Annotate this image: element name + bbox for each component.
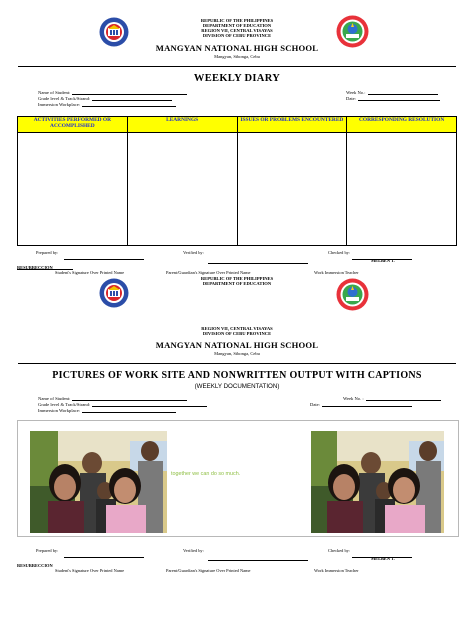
date-field[interactable] (310, 402, 412, 407)
school-address: Mangyan, Sibonga, Cebu (214, 351, 260, 356)
checked-by-label: Checked by: (328, 250, 351, 255)
checked-by-label: Checked by: (328, 548, 351, 553)
header-activities: ACTIVITIES PERFORMED OR ACCOMPLISHED (18, 117, 128, 133)
page-title: WEEKLY DIARY (193, 73, 281, 84)
page-title: PICTURES OF WORK SITE AND NONWRITTEN OUTPUT WITH CAPTIONS (52, 370, 422, 381)
week-no-line[interactable] (366, 396, 441, 401)
week-no-field[interactable] (343, 396, 441, 401)
date-field[interactable] (346, 96, 440, 101)
prepared-by-line[interactable] (64, 553, 144, 558)
student-name-label: Name of Student: (38, 396, 71, 401)
school-address: Mangyan, Sibonga, Cebu (214, 54, 260, 59)
grade-level-field[interactable] (38, 402, 207, 407)
teacher-name-last: RESURRECCION (17, 265, 53, 270)
student-signature-caption: Student's Signature Over Printed Name (55, 270, 125, 275)
verified-by-label: Verified by: (183, 250, 204, 255)
division-text: DIVISION OF CEBU PROVINCE (202, 33, 272, 38)
week-no-label: Week No.: (346, 90, 366, 95)
weekly-diary-table (17, 116, 457, 246)
header-divider (18, 66, 456, 67)
grade-level-label: Grade level & Track/Strand: (38, 402, 91, 407)
table-header-row (18, 117, 457, 133)
student-name-label: Name of Student: (38, 90, 71, 95)
workplace-field[interactable] (38, 102, 176, 107)
date-label: Date: (346, 96, 356, 101)
division-text: DIVISION OF CEBU PROVINCE (202, 331, 272, 336)
verified-by-line[interactable] (208, 259, 308, 264)
date-line[interactable] (358, 96, 440, 101)
date-label: Date: (310, 402, 320, 407)
table-row (18, 133, 457, 246)
week-no-line[interactable] (368, 90, 438, 95)
prepared-by-label: Prepared by: (36, 250, 59, 255)
worksite-photo-left[interactable] (30, 431, 167, 533)
prepared-by-label: Prepared by: (36, 548, 59, 553)
parent-signature-caption: Parent/Guardian's Signature Over Printed Name (166, 568, 251, 573)
workplace-label: Immersion Workplace: (38, 102, 81, 107)
teacher-name-first: MELBEN T. (371, 258, 395, 263)
region-text: REGION VII, CENTRAL VISAYAS (201, 28, 273, 33)
student-name-line[interactable] (72, 396, 187, 401)
region-text: REGION VII, CENTRAL VISAYAS (201, 326, 273, 331)
resolution-cell[interactable] (347, 133, 457, 246)
week-no-field[interactable] (346, 90, 438, 95)
issues-cell[interactable] (237, 133, 347, 246)
worksite-photo-right[interactable] (311, 431, 444, 533)
header-issues: ISSUES OR PROBLEMS ENCOUNTERED (237, 117, 347, 133)
page-subtitle: (WEEKLY DOCUMENTATION) (194, 383, 280, 390)
student-name-field[interactable] (38, 90, 187, 95)
republic-text: REPUBLIC OF THE PHILIPPINES (200, 276, 274, 281)
week-no-label: Week No. : (343, 396, 364, 401)
department-text: DEPARTMENT OF EDUCATION (202, 281, 272, 286)
teacher-name-last: RESURRECCION (17, 563, 53, 568)
republic-text: REPUBLIC OF THE PHILIPPINES (200, 18, 274, 23)
learnings-cell[interactable] (127, 133, 237, 246)
prepared-by-line[interactable] (64, 255, 144, 260)
photo-caption: together we can do so much. (171, 471, 241, 477)
verified-by-line[interactable] (208, 556, 308, 561)
grade-level-line[interactable] (92, 96, 172, 101)
header-divider (18, 363, 456, 364)
header-resolution: CORRESPONDING RESOLUTION (347, 117, 457, 133)
school-name: MANGYAN NATIONAL HIGH SCHOOL (155, 43, 319, 53)
header-learnings: LEARNINGS (127, 117, 237, 133)
grade-level-field[interactable] (38, 96, 172, 101)
teacher-name-first: MELBEN T. (371, 556, 395, 561)
verified-by-label: Verified by: (183, 548, 204, 553)
student-name-field[interactable] (38, 396, 187, 401)
date-line[interactable] (322, 402, 412, 407)
school-name: MANGYAN NATIONAL HIGH SCHOOL (155, 340, 319, 350)
grade-level-label: Grade level & Track/Strand: (38, 96, 91, 101)
workplace-line[interactable] (82, 408, 176, 413)
workplace-line[interactable] (82, 102, 176, 107)
workplace-field[interactable] (38, 408, 176, 413)
student-signature-caption: Student's Signature Over Printed Name (55, 568, 125, 573)
grade-level-line[interactable] (92, 402, 207, 407)
parent-signature-caption: Parent/Guardian's Signature Over Printed Name (166, 270, 251, 275)
teacher-signature-caption: Work Immersion Teacher (314, 568, 359, 573)
teacher-signature-caption: Work Immersion Teacher (314, 270, 359, 275)
student-name-line[interactable] (72, 90, 187, 95)
activities-cell[interactable] (18, 133, 128, 246)
workplace-label: Immersion Workplace: (38, 408, 81, 413)
department-text: DEPARTMENT OF EDUCATION (202, 23, 272, 28)
